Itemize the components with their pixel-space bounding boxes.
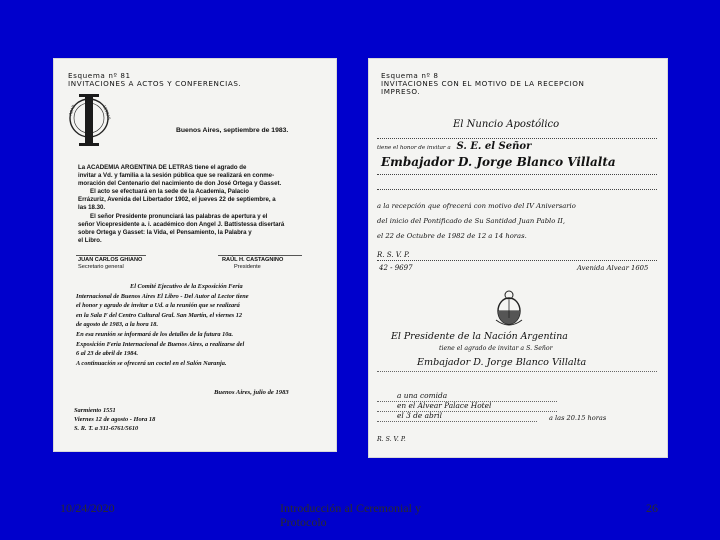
svg-text:LETRAS: LETRAS (102, 104, 112, 121)
dotted-rule (377, 401, 557, 402)
left-date2: Buenos Aires, julio de 1983 (214, 389, 289, 396)
right-body-line: el 22 de Octubre de 1982 de 12 a 14 horas. (377, 232, 527, 240)
presidente-subtitle: tiene el agrado de invitar a S. Señor (439, 345, 553, 352)
left-body2-line: El Comité Ejecutivo de la Exposición Feria (130, 283, 243, 290)
divider-rule (377, 138, 657, 139)
rsvp-label: R. S. V. P. (377, 251, 410, 259)
left-body-line: El acto se efectuará en la sede de la Academia, Palacio (90, 188, 249, 196)
right-body-line: del inicio del Pontificado de Su Santidad Juan Pablo II, (377, 217, 565, 225)
invite-handwritten-short: S. E. el Señor (456, 141, 532, 152)
slide-footer-title: Introducción al Ceremonial y Protocolo (280, 501, 421, 529)
signatory2-role: Presidente (234, 264, 261, 270)
right-heading-line2: INVITACIONES CON EL MOTIVO DE LA RECEPCION (381, 79, 585, 88)
invitee-handwritten: Embajador D. Jorge Blanco Villalta (381, 155, 616, 169)
left-footer-line: S. R. T. a 311-6761/5610 (74, 425, 139, 432)
right-heading-line3: IMPRESO. (381, 87, 421, 96)
left-body-line: el Libro. (78, 236, 102, 244)
address: Avenida Alvear 1605 (577, 264, 649, 272)
svg-text:ACAD: ACAD (67, 103, 77, 117)
dotted-rule (377, 411, 557, 412)
phone-number: 42 - 9697 (379, 264, 413, 272)
signature-rule (76, 255, 146, 256)
nuncio-title: El Nuncio Apostólico (453, 119, 560, 130)
left-footer-line: Sarmiento 1551 (74, 407, 116, 414)
academy-seal-icon (66, 92, 112, 148)
left-body-text (78, 164, 326, 245)
slide-footer-date: 10/24/2020 (60, 501, 115, 515)
left-footer-block (74, 406, 155, 433)
handwritten-details: a una comida en el Alvear Palace Hotel el 3 de abril (397, 391, 492, 420)
invitee2-handwritten: Embajador D. Jorge Blanco Villalta (417, 357, 587, 368)
rsvp2-label: R. S. V. P. (377, 436, 406, 443)
left-body2-line: de agosto de 1983, a la hora 18. (76, 321, 159, 329)
signature-rule (218, 255, 302, 256)
slide-page-number: 26 (646, 501, 658, 515)
signatory1-role: Secretario general (78, 264, 124, 270)
left-footer-line: Viernes 12 de agosto - Hora 18 (74, 416, 156, 423)
divider-rule (377, 189, 657, 190)
dotted-rule (377, 421, 537, 422)
left-body2-text (76, 282, 332, 368)
left-heading-line1: Esquema nº 81 (68, 71, 131, 80)
invite-prefix: tiene el honor de invitar a (377, 145, 451, 151)
left-invitation-scan (54, 59, 336, 451)
left-body2-line: Internacional de Buenos Aires El Libro - Del Autor al Lector tiene (76, 292, 249, 300)
dotted-rule (377, 371, 657, 372)
left-body-line: moración del Centenario del nacimiento de don José Ortega y Gasset. (78, 180, 282, 188)
right-heading-line1: Esquema nº 8 (381, 71, 439, 80)
invite-row (377, 141, 657, 152)
left-body-line: sobre Ortega y Gasset: la Vida, el Pensamiento, la Palabra y (78, 228, 252, 236)
left-body-line: las 18.30. (78, 204, 106, 212)
signatory1-name: JUAN CARLOS GHIANO (78, 257, 143, 263)
right-invitation-scan (369, 59, 667, 457)
argentina-coat-of-arms-icon (493, 290, 525, 328)
right-body-line: a la recepción que ofrecerá con motivo del IV Aniversario (377, 202, 576, 210)
left-place-date: Buenos Aires, septiembre de 1983. (176, 127, 289, 134)
divider-rule (377, 174, 657, 175)
left-body-line: Errázuriz, Avenida del Libertador 1902, el jueves 22 de septiembre, a (78, 196, 276, 204)
left-heading-line2: INVITACIONES A ACTOS Y CONFERENCIAS. (68, 79, 242, 88)
left-body-line: invitar a Vd. y familia a la sesión pública que se realizará en conme- (78, 172, 275, 180)
divider-rule (377, 260, 657, 261)
left-body2-line: en la Sala F del Centro Cultural Gral. San Martín, el viernes 12 (76, 311, 243, 319)
left-body-line: El señor Presidente pronunciará las palabras de apertura y el (90, 212, 268, 220)
left-body-line: La ACADEMIA ARGENTINA DE LETRAS tiene el agrado de (78, 164, 247, 171)
left-body2-line: el honor y agrado de invitar a Ud. a la reunión que se realizará (76, 302, 240, 310)
left-body2-line: Exposición Feria Internacional de Buenos Aires, a realizarse del (76, 340, 245, 348)
signatory2-name: RAÚL H. CASTAGNINO (222, 257, 284, 263)
left-body-line: señor Vicepresidente a. i. académico don Angel J. Battistessa disertará (78, 220, 285, 228)
left-body2-line: 6 al 23 de abril de 1984. (76, 350, 139, 358)
left-body2-line: A continuación se ofrecerá un coctel en el Salón Naranja. (76, 359, 227, 367)
right-body-text (377, 199, 659, 244)
left-body2-line: En esa reunión se informará de los detalles de la futura 10a. (76, 330, 234, 338)
time-text: a las 20.15 horas (549, 414, 607, 422)
presidente-title: El Presidente de la Nación Argentina (391, 331, 568, 342)
